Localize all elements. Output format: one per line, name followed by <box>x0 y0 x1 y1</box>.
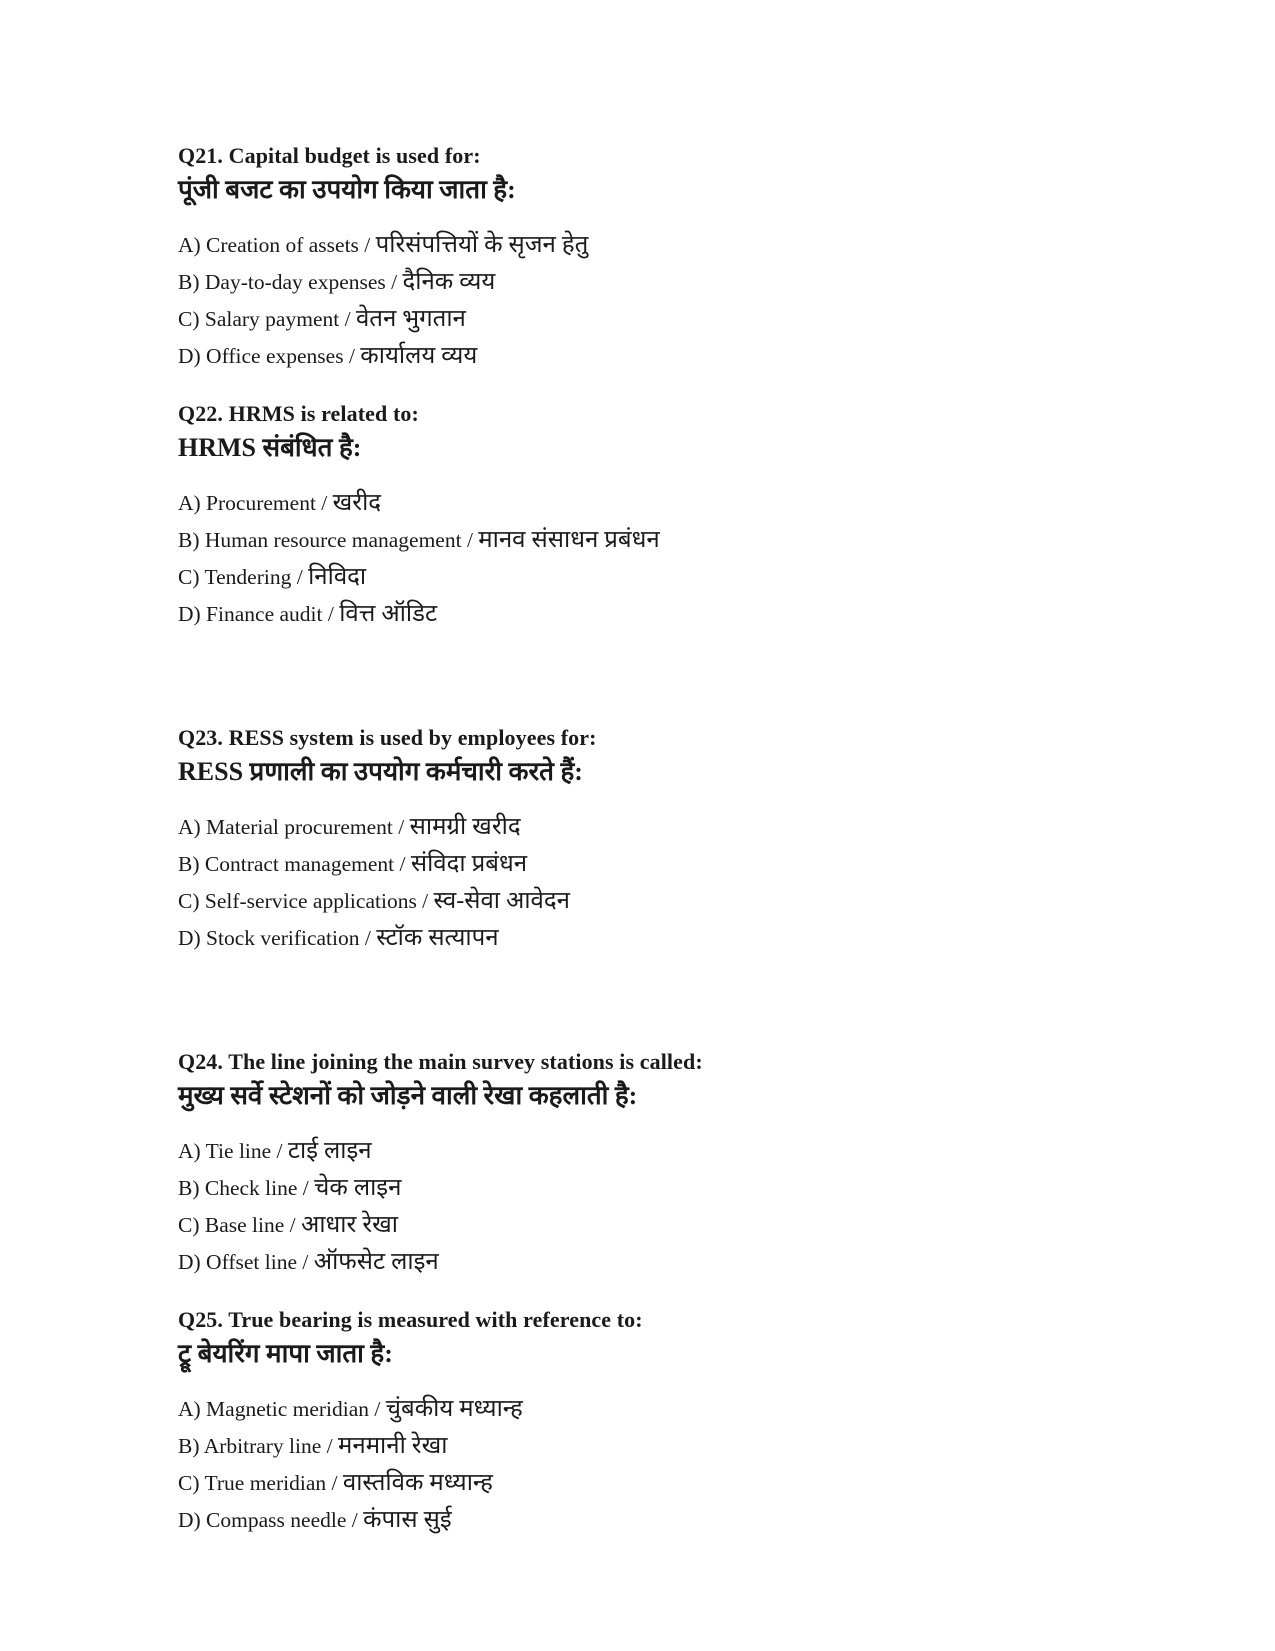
option-c <box>178 1471 1155 1495</box>
option-b <box>178 852 1155 876</box>
option-text-en: B) Check line / <box>178 1175 315 1200</box>
option-text-hi: आधार रेखा <box>301 1211 398 1238</box>
option-text-en: C) Self-service applications / <box>178 888 434 913</box>
option-text-hi: टाई लाइन <box>287 1137 372 1164</box>
option-text-en: A) Procurement / <box>178 490 333 515</box>
option-text-en: D) Stock verification / <box>178 925 377 950</box>
option-text-hi: कंपास सुई <box>363 1506 452 1533</box>
options-list <box>178 815 1155 950</box>
option-c <box>178 1213 1155 1237</box>
question-title-en: Q22. HRMS is related to: <box>178 400 419 426</box>
option-d <box>178 602 1155 626</box>
option-text-en: C) Tendering / <box>178 564 309 589</box>
option-text-en: B) Arbitrary line / <box>178 1433 339 1458</box>
option-a <box>178 1397 1155 1421</box>
option-text-hi: संविदा प्रबंधन <box>410 850 528 877</box>
option-text-en: C) True meridian / <box>178 1470 343 1495</box>
question-title-hi: ट्रू बेयरिंग मापा जाता है: <box>178 1338 393 1368</box>
option-text-hi: कार्यालय व्यय <box>360 342 478 369</box>
option-text-en: D) Offset line / <box>178 1249 314 1274</box>
option-text-en: A) Creation of assets / <box>178 232 376 257</box>
option-text-en: B) Day-to-day expenses / <box>178 269 403 294</box>
option-text-en: D) Compass needle / <box>178 1507 364 1532</box>
question-q21 <box>178 140 1155 368</box>
option-d <box>178 344 1155 368</box>
option-text-en: C) Salary payment / <box>178 306 356 331</box>
options-list <box>178 491 1155 626</box>
question-q23 <box>178 722 1155 950</box>
question-title-hi: मुख्य सर्वे स्टेशनों को जोड़ने वाली रेखा कहलाती है: <box>178 1080 638 1110</box>
option-text-hi: ऑफसेट लाइन <box>313 1248 439 1275</box>
question-title-hi: HRMS संबंधित है: <box>178 432 362 462</box>
option-b <box>178 1176 1155 1200</box>
option-b <box>178 270 1155 294</box>
option-text-en: D) Finance audit / <box>178 601 340 626</box>
option-d <box>178 1508 1155 1532</box>
option-text-hi: वेतन भुगतान <box>355 305 466 332</box>
option-text-hi: वित्त ऑडिट <box>339 600 438 627</box>
option-text-hi: परिसंपत्तियों के सृजन हेतु <box>375 231 589 258</box>
option-text-hi: स्व-सेवा आवेदन <box>433 887 570 914</box>
option-text-en: B) Contract management / <box>178 851 411 876</box>
question-q25 <box>178 1304 1155 1532</box>
option-text-hi: दैनिक व्यय <box>402 268 496 295</box>
option-text-hi: चेक लाइन <box>314 1174 402 1201</box>
option-text-hi: खरीद <box>332 489 382 516</box>
option-text-en: A) Tie line / <box>178 1138 288 1163</box>
option-b <box>178 528 1155 552</box>
option-text-hi: चुंबकीय मध्यान्ह <box>385 1395 523 1422</box>
option-text-hi: निविदा <box>308 563 367 590</box>
option-text-en: B) Human resource management / <box>178 527 479 552</box>
option-b <box>178 1434 1155 1458</box>
option-c <box>178 565 1155 589</box>
option-text-hi: मानव संसाधन प्रबंधन <box>478 526 660 553</box>
question-title-en: Q21. Capital budget is used for: <box>178 143 481 168</box>
option-text-en: D) Office expenses / <box>178 343 361 368</box>
question-q24 <box>178 1046 1155 1274</box>
option-text-en: C) Base line / <box>178 1212 302 1237</box>
option-a <box>178 1139 1155 1163</box>
question-title-en: Q23. RESS system is used by employees for: <box>178 724 597 750</box>
option-text-hi: मनमानी रेखा <box>338 1432 448 1459</box>
option-text-en: A) Magnetic meridian / <box>178 1396 386 1421</box>
option-text-en: A) Material procurement / <box>178 814 410 839</box>
question-title-en: Q24. The line joining the main survey stations is called: <box>178 1048 703 1074</box>
option-text-hi: सामग्री खरीद <box>409 813 521 840</box>
option-a <box>178 491 1155 515</box>
question-title-hi: पूंजी बजट का उपयोग किया जाता है: <box>178 174 516 204</box>
question-q22 <box>178 398 1155 626</box>
option-c <box>178 307 1155 331</box>
options-list <box>178 233 1155 368</box>
option-text-hi: वास्तविक मध्यान्ह <box>342 1469 493 1496</box>
option-a <box>178 233 1155 257</box>
option-text-hi: स्टॉक सत्यापन <box>376 924 499 951</box>
question-title-en: Q25. True bearing is measured with reference to: <box>178 1306 643 1332</box>
option-d <box>178 1250 1155 1274</box>
options-list <box>178 1139 1155 1274</box>
option-a <box>178 815 1155 839</box>
option-c <box>178 889 1155 913</box>
option-d <box>178 926 1155 950</box>
question-title-hi: RESS प्रणाली का उपयोग कर्मचारी करते हैं: <box>178 756 583 786</box>
options-list <box>178 1397 1155 1532</box>
